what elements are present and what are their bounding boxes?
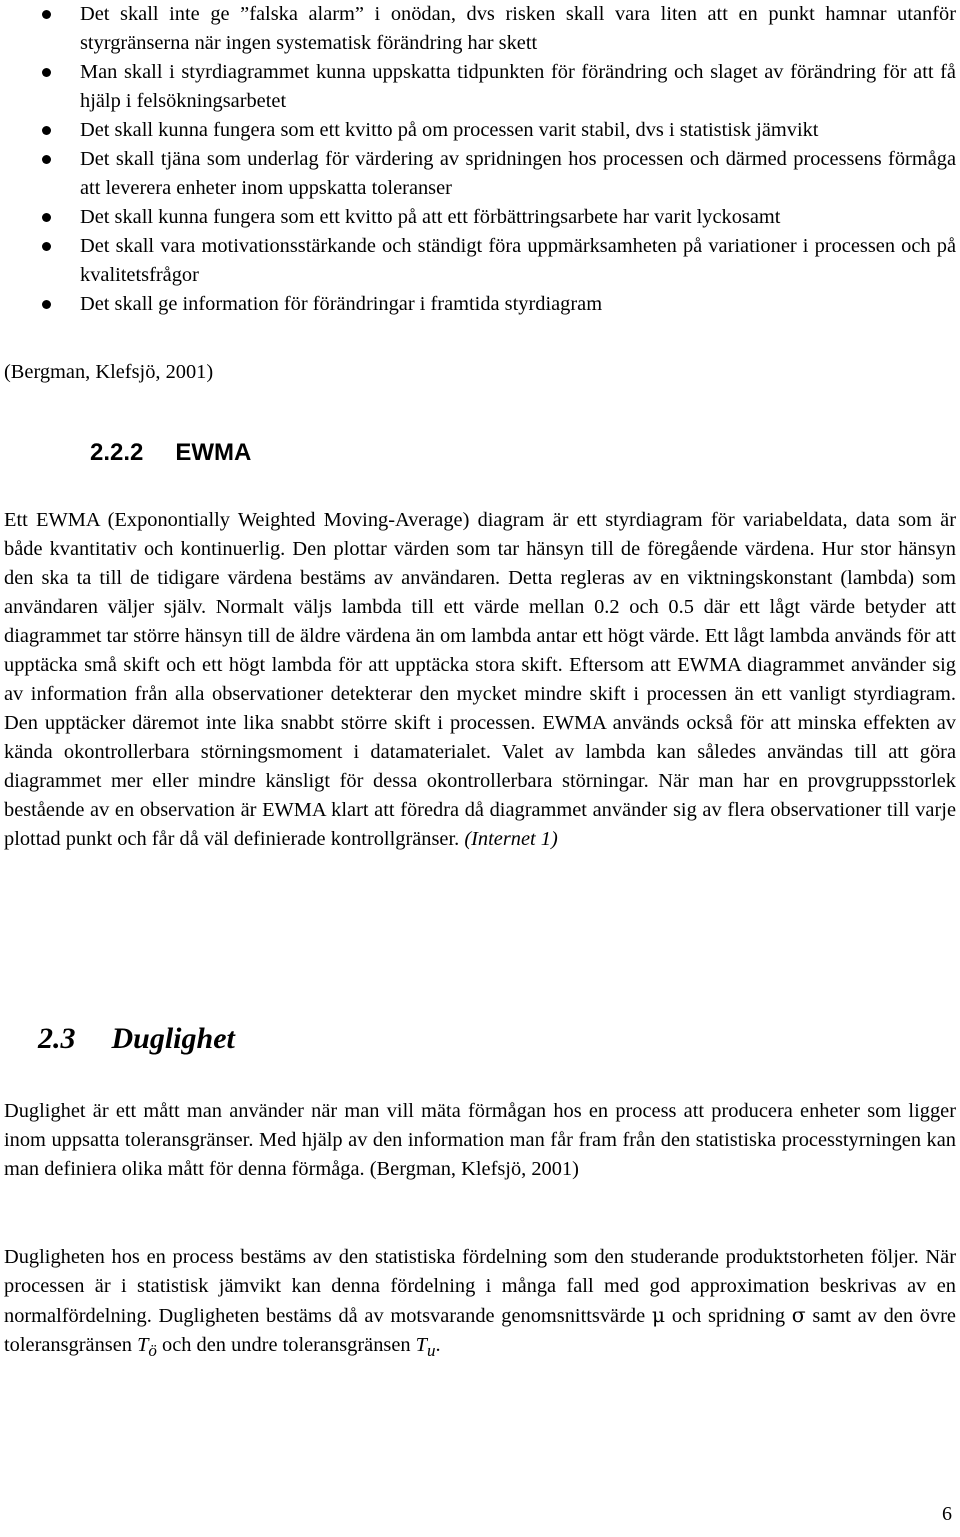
list-item: Det skall inte ge ”falska alarm” i onödan, dvs risken skall vara liten att en punkt hamnar utanför styrgränserna när ingen systematisk förändring har skett <box>0 0 960 58</box>
page-number: 6 <box>942 1503 952 1525</box>
list-item: Man skall i styrdiagrammet kunna uppskatta tidpunkten för förändring och slaget av förändring för att få hjälp i felsökningsarbetet <box>0 58 960 116</box>
ewma-paragraph <box>4 506 956 854</box>
section-heading-duglighet <box>38 1024 235 1053</box>
upper-tolerance-subscript: ö <box>148 1341 157 1361</box>
list-item: Det skall ge information för förändringar i framtida styrdiagram <box>0 290 960 319</box>
section-number: 2.3 <box>38 1022 76 1055</box>
ewma-body: Ett EWMA (Exponontially Weighted Moving-Average) diagram är ett styrdiagram för variabeldata, data som är både kvantitativ och kontinuerlig. Den plottar värden som tar hänsyn till de föregående värdena. Hur stor hänsyn den ska ta till de tidigare värdena bestäms av användaren. Detta regleras av en viktningskonstant (lambda) som användaren väljer själv. Normalt väljs lambda till ett värde mellan 0.2 och 0.5 där ett lågt värde betyder att diagrammet tar större hänsyn till de äldre värdena än om lambda antar ett högt värde. Ett lågt lambda används för att upptäcka små skift och ett högt lambda för att upptäcka stora skift. Eftersom att EWMA diagrammet använder sig av information från alla observationer detekterar den mycket mindre skift i processen än ett vanligt styrdiagram. Den upptäcker däremot inte lika snabbt större skift i processen. EWMA används också för att minska effekten av kända okontrollerbara störningsmoment i datamaterialet. Valet av lambda kan således användas till att göra diagrammet mer eller mindre känsligt för dessa okontrollerbara störningar. När man har en provgruppsstorlek bestående av en observation är EWMA klart att föredra då diagrammet använder sig av flera observationer till varje plottad punkt och får då väl definierade kontrollgränser. <box>4 509 956 850</box>
section-number: 2.2.2 <box>90 439 144 466</box>
paragraph-text: . <box>435 1334 441 1356</box>
lower-tolerance-symbol: T <box>415 1334 428 1356</box>
upper-tolerance-symbol: T <box>137 1334 149 1356</box>
citation: (Internet 1) <box>464 828 558 850</box>
section-heading-ewma <box>90 438 251 467</box>
list-item: Det skall tjäna som underlag för värdering av spridningen hos processen och därmed processens förmåga att leverera enheter inom uppskatta toleranser <box>0 145 960 203</box>
list-item: Det skall kunna fungera som ett kvitto på att ett förbättringsarbete har varit lyckosamt <box>0 203 960 232</box>
list-item: Det skall kunna fungera som ett kvitto på om processen varit stabil, dvs i statistisk jämvikt <box>0 116 960 145</box>
sigma-symbol: σ <box>791 1303 806 1327</box>
paragraph-text: Duglighet är ett mått man använder när man vill mäta förmågan hos en process att producera enheter som ligger inom uppsatta toleransgränser. Med hjälp av den information man får fram från den statistiska processtyrningen kan man definiera olika mått för denna förmåga. <box>4 1100 956 1180</box>
paragraph-text: och den undre toleransgränsen <box>156 1334 416 1356</box>
section-title: EWMA <box>175 439 252 466</box>
duglighet-paragraph-2 <box>4 1243 956 1365</box>
mu-symbol: μ <box>651 1303 666 1327</box>
paragraph-text: samt av den övre toleransgränsen <box>4 1305 956 1356</box>
section-title: Duglighet <box>111 1022 235 1055</box>
requirements-list <box>0 0 960 319</box>
duglighet-paragraph-1 <box>4 1097 956 1184</box>
lower-tolerance-subscript: u <box>427 1341 436 1361</box>
paragraph-text: och spridning <box>665 1305 792 1327</box>
paragraph-text: Dugligheten hos en process bestäms av den statistiska fördelning som den studerande produktstorheten följer. När processen är i statistisk jämvikt kan denna fördelning i många fall med god approximation beskrivas av en normalfördelning. Dugligheten bestäms då av motsvarande genomsnittsvärde <box>4 1246 956 1327</box>
list-item: Det skall vara motivationsstärkande och ständigt föra uppmärksamheten på variationer i processen och på kvalitetsfrågor <box>0 232 960 290</box>
citation: (Bergman, Klefsjö, 2001) <box>369 1158 579 1180</box>
citation: (Bergman, Klefsjö, 2001) <box>4 361 214 383</box>
